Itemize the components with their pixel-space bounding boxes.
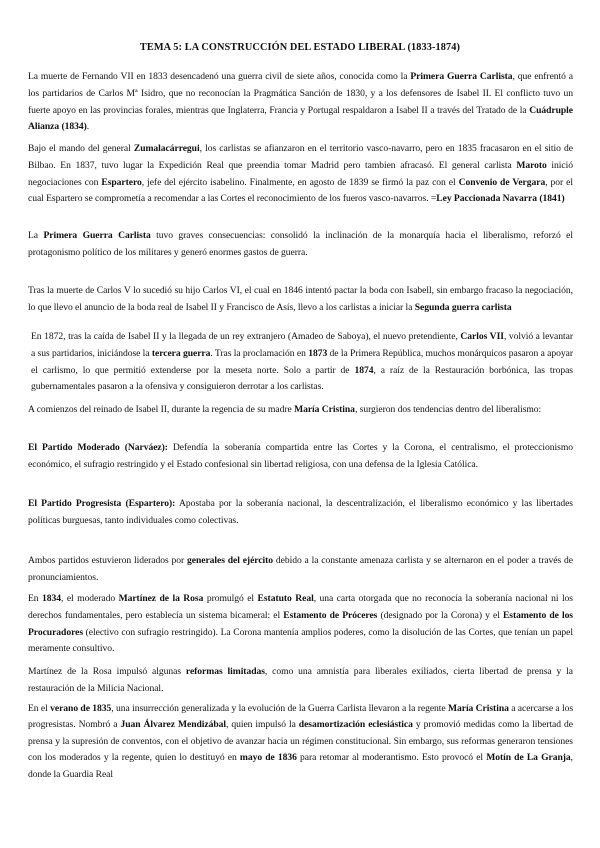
text-run: debido a la constante amenaza carlista y se alternaron en el poder a través de pronunciamientos.: [28, 555, 573, 583]
text-run: En: [28, 593, 43, 604]
text-run: , donde la Guardia Real: [28, 752, 573, 780]
text-run: , como una amnistía para liberales exiliados, cierta libertad de prensa y la restauración de la Milicia Nacional.: [28, 666, 574, 694]
text-run: Ambos partidos estuvieron liderados por: [28, 555, 188, 566]
text-run: , por el cual Espartero se comprometía a recomendar a las Cortes el reconocimiento de los fueros vasco-navarros. =: [28, 176, 573, 205]
text-run: En el: [28, 703, 51, 714]
bold-run: Estatuto Real: [257, 593, 314, 604]
text-run: , volvió a levantar a sus partidarios, iniciándose la: [31, 331, 573, 359]
bold-run: 1873: [308, 347, 328, 359]
bold-run: 1874: [354, 364, 374, 376]
bold-run: Cuádruple Alianza (1834): [28, 104, 573, 133]
paragraph-partido-progresista: [28, 496, 573, 530]
paragraph-partido-moderado: [28, 440, 573, 474]
text-run: Bajo el mando del general: [28, 143, 134, 154]
text-run: , que enfrentó a los partidarios de Carlos Mª Isidro, que no reconocían la Pragmática Sanción de 1830, y a los defensores de Isabel II. El conflicto tuvo un fuerte apoyo en las provincias forales, mientras que Inglaterra, Francia y Portugal respaldaron a Isabel II a través del Tratado de la: [28, 71, 573, 116]
text-run: , surgieron dos tendencias dentro del liberalismo:: [354, 404, 542, 415]
bold-run: Estamento de los Procuradores: [28, 609, 573, 638]
text-run: inició negociaciones con: [28, 159, 573, 188]
text-run: a acercarse a los progresistas. Nombró a: [28, 703, 574, 731]
bold-run: generales del ejército: [187, 555, 274, 566]
text-run: , una carta otorgada que no reconocía la soberanía nacional ni los derechos fundamentales, pero establecía un sistema bicameral: el: [28, 593, 573, 621]
text-run: tuvo graves consecuencias: consolidó la inclinación de la monarquía hacia el liberalismo, reforzó el protagonismo político de los militares y generó enormes gastos de guerra.: [28, 230, 573, 258]
bold-run: Motín de La Granja: [486, 752, 571, 764]
text-run: para retomar al moderantismo. Esto provocó el: [296, 752, 487, 764]
paragraph-zumalacarregui: [28, 141, 573, 208]
text-run: Defendía la soberanía compartida entre las Cortes y la Corona, el centralismo, el proteccionismo económico, el sufragio restringido y el Estado confesional sin libertad religiosa, con una defensa de la Iglesia Católica.: [28, 442, 573, 470]
text-run: , quien impulsó la: [225, 719, 299, 731]
text-run: , a raíz de la Restauración borbónica, las tropas gubernamentales pasaron a la ofensiva y consiguieron derrotar a los carlistas.: [31, 364, 573, 393]
paragraph-reformas-limitadas: [28, 664, 573, 698]
bold-run: María Cristina: [447, 703, 509, 714]
bold-run: El Partido Progresista (Espartero):: [28, 498, 176, 509]
bold-run: tercera guerra: [151, 347, 211, 359]
paragraph-verano-1835: [28, 701, 573, 783]
text-run: En 1872, tras la caída de Isabel II y la llegada de un rey extranjero (Amadeo de Saboya), el nuevo pretendiente,: [31, 331, 461, 342]
text-run: , el moderado: [61, 593, 119, 604]
text-run: (designado por la Corona) y el: [377, 609, 503, 621]
text-run: Martínez de la Rosa impulsó algunas: [28, 666, 186, 677]
bold-run: Estamento de Próceres: [283, 609, 378, 621]
text-run: La muerte de Fernando VII en 1833 desencadenó una guerra civil de siete años, conocida como la: [28, 71, 411, 82]
bold-run: Juan Álvarez Mendizábal: [120, 719, 226, 731]
bold-run: Espartero: [101, 176, 142, 188]
page-title: TEMA 5: LA CONSTRUCCIÓN DEL ESTADO LIBERAL (1833-1874): [139, 42, 461, 53]
bold-run: Primera Guerra Carlista: [410, 71, 513, 82]
bold-run: Zumalacárregui: [133, 143, 200, 154]
paragraph-consecuencias: [28, 228, 573, 262]
text-run: , los carlistas se afianzaron en el territorio vasco-navarro, pero en 1835 fracasaron en el sitio de Bilbao. En 1837, tuvo lugar la Expedición Real que preendia tomar Madrid pero tambien afracasó. El general carlista: [28, 143, 573, 171]
text-run: A comienzos del reinado de Isabel II, durante la regencia de su madre: [28, 404, 295, 415]
text-run: .: [86, 121, 90, 133]
bold-run: 1834: [42, 593, 62, 604]
paragraph-segunda-guerra: [28, 283, 573, 317]
text-run: Apostaba por la soberanía nacional, la descentralización, el liberalismo económico y las libertades políticas burguesas, tanto individuales como colectivas.: [28, 498, 573, 526]
bold-run: reformas limitadas: [185, 666, 265, 677]
bold-run: desamortización eclesiástica: [298, 719, 413, 731]
bold-run: Martínez de la Rosa: [118, 593, 204, 604]
bold-run: María Cristina: [294, 404, 355, 415]
text-run: (electivo con sufragio restringido). La Corona mantenía amplios poderes, como la disolución de las Cortes, que tenían un papel meramente consultivo.: [28, 626, 573, 655]
bold-run: Carlos VII: [460, 331, 504, 342]
bold-run: Maroto: [516, 159, 547, 171]
text-run: , una insurrección generalizada y la evolución de la Guerra Carlista llevaron a la regente: [111, 703, 448, 714]
bold-run: Ley Paccionada Navarra (1841): [436, 193, 565, 205]
text-run: promulgó el: [203, 593, 258, 604]
paragraph-regencia-maria-cristina: [28, 402, 573, 419]
bold-run: mayo de 1836: [239, 752, 297, 764]
bold-run: Segunda guerra carlista: [414, 301, 512, 313]
paragraph-tercera-guerra: [31, 329, 573, 396]
text-run: de la Primera República, muchos monárquicos pasaron a apoyar el carlismo, lo que permitió extenderse por la meseta norte. Solo a partir de: [31, 347, 573, 376]
text-run: y promovió medidas como la libertad de prensa y la supresión de conventos, con el objetivo de avanzar hacia un régimen constitucional. Sin embargo, sus reformas generaron tensiones con los moderados y la regente, quien lo destituyó en: [28, 719, 573, 764]
text-run: , jefe del ejército isabelino. Finalmente, en agosto de 1839 se firmó la paz con el: [141, 176, 459, 188]
text-run: Tras la muerte de Carlos V lo sucedió su hijo Carlos VI, el cual en 1846 intentó pactar la boda con Isabell, sin embargo fracaso la negociación, lo que llevo el anuncio de la boda real de Isabel II y Francisco de Asís, llevo a los carlistas a iniciar la: [28, 285, 573, 313]
paragraph-primera-guerra-carlista: [28, 69, 573, 136]
bold-run: Primera Guerra Carlista: [43, 230, 151, 241]
text-run: . Tras la proclamación en: [210, 347, 309, 359]
bold-run: Convenio de Vergara: [458, 176, 546, 188]
text-run: La: [28, 230, 44, 241]
bold-run: El Partido Moderado (Narváez):: [28, 442, 168, 453]
paragraph-estatuto-real: [28, 591, 573, 658]
paragraph-generales: [28, 553, 573, 587]
bold-run: verano de 1835: [50, 703, 112, 714]
